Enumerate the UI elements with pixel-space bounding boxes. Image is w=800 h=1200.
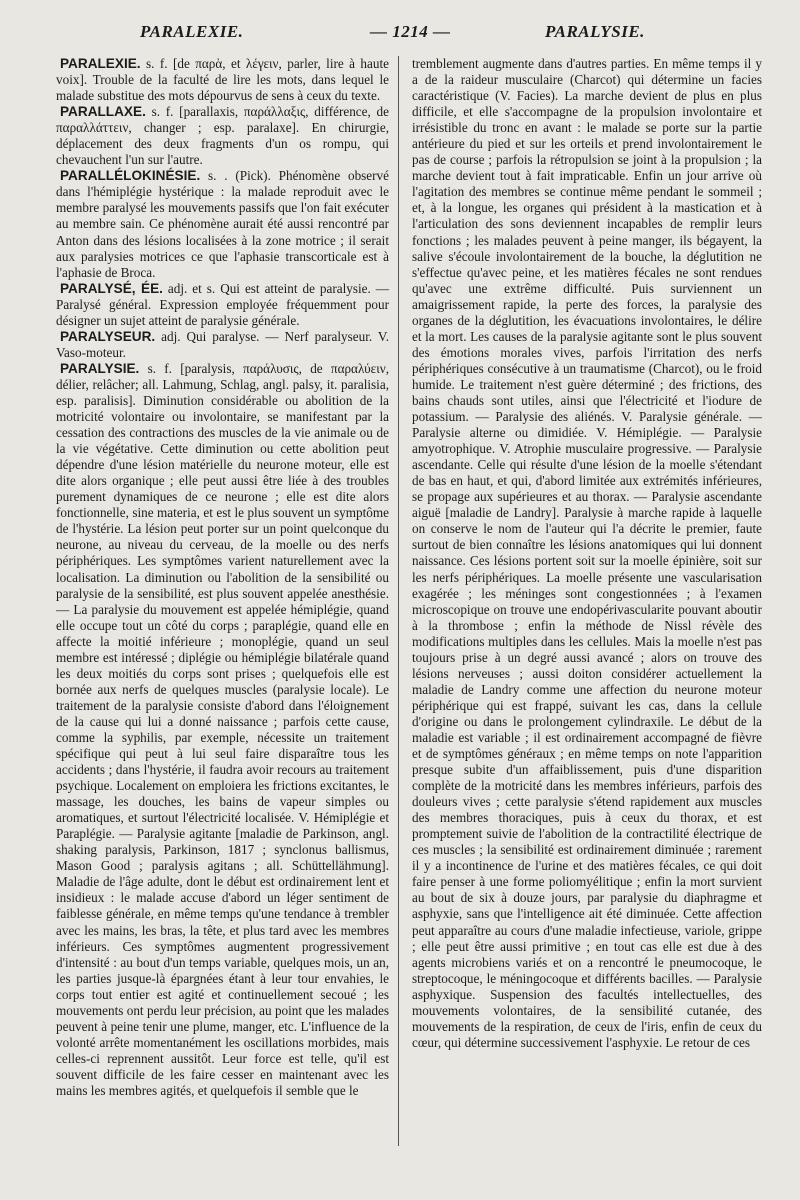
entry-paralyseur (56, 329, 389, 361)
headword: PARALYSÉ, ÉE. (60, 280, 163, 296)
entry-paralysie-continued: tremblement augmente dans d'autres parties. En même temps il y a de la raideur musculaire (Charcot) qui détermine un facies caractéristique (V. Facies). La marche devient de plus en plus difficile, et elle s'accompagne de la propulsion involontaire et irrésistible du tronc en avant : le malade se porte sur la partie antérieure du pied et sur les orteils et prend involontairement le pas de course ; parfois la rétropulsion se joint à la propulsion ; la marche devient tout à fait impraticable. Enfin un jour arrive où l'agitation des membres se continue même pendant le sommeil ; et, à la longue, les organes qui président à la mastication et à l'articulation des sons deviennent incapables de remplir leurs fonctions ; les malades peuvent à peine manger, ils bégayent, la salive s'écoule involontairement de la bouche, la déglutition ne s'effectue qu'avec peine, et les matières fécales ne sont rendues qu'avec une extrême difficulté. Puis surviennent un amaigrissement rapide, la perte des forces, la paralysie des organes de la déglutition, les évacuations involontaires, le délire et la mort. Les causes de la paralysie agitante sont le plus souvent des émotions morales vives, parfois l'irritation des nerfs périphériques consécutive à un traumatisme (Charcot), ou le froid humide. Le traitement n'est guère déterminé ; des frictions, des bains chauds sont utiles, ainsi que l'électricité et l'iodure de potassium. — Paralysie des aliénés. V. Paralysie générale. — Paralysie alterne ou dimidiée. V. Hémiplégie. — Paralysie amyotrophique. V. Atrophie musculaire progressive. — Paralysie ascendante. Celle qui résulte d'une lésion de la moelle s'étendant de bas en haut, et qui, d'abord limitée aux extrémités inférieures, se propage aux supérieures et au thorax. — Paralysie ascendante aiguë [maladie de Landry]. Paralysie à marche rapide à laquelle on conserve le nom de l'auteur qui l'a décrite le premier, faute surtout de bien connaître les lésions anatomiques qui lui donnent naissance. Ces lésions portent soit sur la moelle épinière, soit sur les nerfs périphériques. La moelle présente une vascularisation exagérée ; les méninges sont congestionnées ; à l'examen microscopique on trouve une endopérivascularite pouvant aboutir à la thrombose ; enfin la méthode de Nissl révèle des modifications multiples dans les cellules. Mais la moelle n'est pas toujours prise à un degré aussi avancé ; alors on trouve des lésions nerveuses ; aussi doiton considérer actuellement la maladie de Landry comme une affection du neurone moteur périphérique qui est frappé, suivant les cas, dans la cellule d'origine ou dans le prolongement cylindraxile. Le début de la maladie est variable ; il est ordinairement accompagné de fièvre et de symptômes généraux ; en même temps on note l'apparition presque subite d'un affaiblissement, puis d'une disparition complète de la motricité dans les membres inférieurs, parfois des douleurs vives ; cette paralysie s'étend rapidement aux muscles des membres thoraciques, puis à ceux du thorax, et est promptement suivie de l'abolition de la contractilité électrique de ces muscles ; la sensibilité est ordinairement diminuée ; rarement il y a incontinence de l'urine et des matières fécales, ce qui doit faire penser à une forme poliomyélitique ; enfin la mort survient au bout de six à douze jours, par paralysie du diaphragme et asphyxie, sans que l'intelligence ait été diminuée. Cette affection peut apparaître au cours d'une maladie infectieuse, variole, grippe ; elle peut être aussi primitive ; en tout cas elle est due à des agents microbiens variés et on a rencontré le pneumocoque, le streptocoque, le méningocoque et différents bacilles. — Paralysie asphyxique. Suspension des facultés intellectuelles, des mouvements volontaires, de la sensibilité cutanée, des mouvements de la respiration, de ceux de l'iris, enfin de ceux du cœur, qui détermine successivement l'asphyxie. Le retour de ces (412, 56, 762, 1050)
entry-text: s. f. [paralysis, παράλυσις, de παραλύειν, délier, relâcher; all. Lahmung, Schlag, angl. palsy, it. paralisia, esp. paralisis]. Diminution considérable ou abolition de la motricité volontaire ou involontaire, se manifestant par la cessation des contractions des muscles de la vie animale ou de la vie végétative. Cette diminution ou cette abolition peut dépendre d'une lésion matérielle du neurone moteur, elle est dite alors organique ; elle peut aussi être liée à des troubles purement dynamiques de ce neurone ; elle est dite alors fonctionnelle, sine materia, et est le plus souvent un symptôme de l'hystérie. La lésion peut porter sur un point quelconque du neurone, au niveau du cerveau, de la moelle ou des nerfs périphériques. Les symptômes varient naturellement avec la localisation. La diminution ou l'abolition de la sensibilité ou paralysie de la sensibilité, est plus souvent appelée anesthésie. — La paralysie du mouvement est appelée hémiplégie, quand elle occupe tout un côté du corps ; paraplégie, quand elle en affecte la moitié inférieure ; monoplégie, quand un seul membre est intéressé ; diplégie ou hémiplégie bilatérale quand les deux moitiés du corps sont prises ; quelquefois elle est bornée aux nerfs de quelques muscles (paralysie locale). Le traitement de la paralysie consiste d'abord dans l'éloignement de la cause qui lui a donné naissance ; parfois cette cause, comme la syphilis, par exemple, nécessite un traitement spécifique qui peut à lui seul faire disparaître tous les accidents ; dans l'hystérie, il faudra avoir recours au traitement psychique. Localement on emploiera les frictions excitantes, le massage, les douches, les bains de vapeur simples ou aromatiques, et surtout l'électricité localisée. V. Hémiplégie et Paraplégie. — Paralysie agitante [maladie de Parkinson, angl. shaking paralysis, Parkinson, 1817 ; synclonus ballismus, Mason Good ; paralysis agitans ; all. Schüttellähmung]. Maladie de l'âge adulte, dont le début est ordinairement lent et insidieux : le malade accuse d'abord un léger sentiment de faiblesse générale, en même temps qu'une tendance à trembler avec les mains, les bras, la tête, et plus tard avec les membres inférieurs. Ces symptômes augmentent progressivement d'intensité : au bout d'un temps variable, quelques mois, un an, les parties jusque-là épargnées étant à leur tour envahies, le corps tout entier est agité et continuellement secoué ; les mouvements ont perdu leur précision, au point que les malades peuvent à peine tenir une plume, manger, etc. L'influence de la volonté arrête momentanément les oscillations morbides, mais celles-ci reprennent aussitôt. Leur force est telle, qu'il est souvent difficile de les faire cesser en maintenant avec les mains les membres agités, et quelquefois il semble que le (56, 360, 389, 1098)
headword: PARALEXIE. (60, 56, 141, 71)
entry-parallelokinesie (56, 168, 389, 280)
left-column (56, 56, 389, 1099)
headword: PARALLÉLOKINÉSIE. (60, 168, 201, 184)
entry-text: adj. et s. Qui est atteint de paralysie. — Paralysé général. Expression employée fréquemment pour désigner un sujet atteint de paralysie générale. (56, 280, 389, 328)
entry-text: s. . (Pick). Phénomène observé dans l'hémiplégie hystérique : la malade reproduit avec le membre paralysé les mouvements passifs que l'on fait exécuter au membre sain. Ce phénomène aurait été aussi rencontré par Anton dans des lésions localisées à la zone motrice ; il serait aux paralysies motrices ce que l'aphasie transcorticale est à l'aphasie de Broca. (56, 168, 389, 280)
entry-text: s. f. [de παρὰ, et λέγειν, parler, lire à haute voix]. Trouble de la faculté de lire les mots, dans lequel le malade substitue des mots dépourvus de sens à ceux du texte. (56, 56, 389, 104)
entry-parallaxe (56, 104, 389, 168)
entry-paralexie (56, 56, 389, 104)
headword: PARALLAXE. (60, 104, 146, 120)
entry-text: s. f. [parallaxis, παράλλαξις, différence, de παραλλάττειν, changer ; esp. paralaxe]. En chirurgie, déplacement des deux fragments d'un os rompu, qui chevauchent l'un sur l'autre. (56, 104, 389, 168)
headword: PARALYSIE. (60, 360, 140, 376)
header-left-word: PARALEXIE. (140, 22, 244, 41)
headword: PARALYSEUR. (60, 328, 156, 344)
entry-paralyse (56, 281, 389, 329)
running-header (0, 14, 800, 48)
right-column (412, 56, 762, 1051)
header-right-word: PARALYSIE. (545, 22, 645, 41)
entry-paralysie (56, 361, 389, 1099)
entry-text: adj. Qui paralyse. — Nerf paralyseur. V. Vaso-moteur. (56, 328, 389, 360)
page-number: — 1214 — (370, 22, 451, 41)
column-divider (398, 56, 399, 1146)
